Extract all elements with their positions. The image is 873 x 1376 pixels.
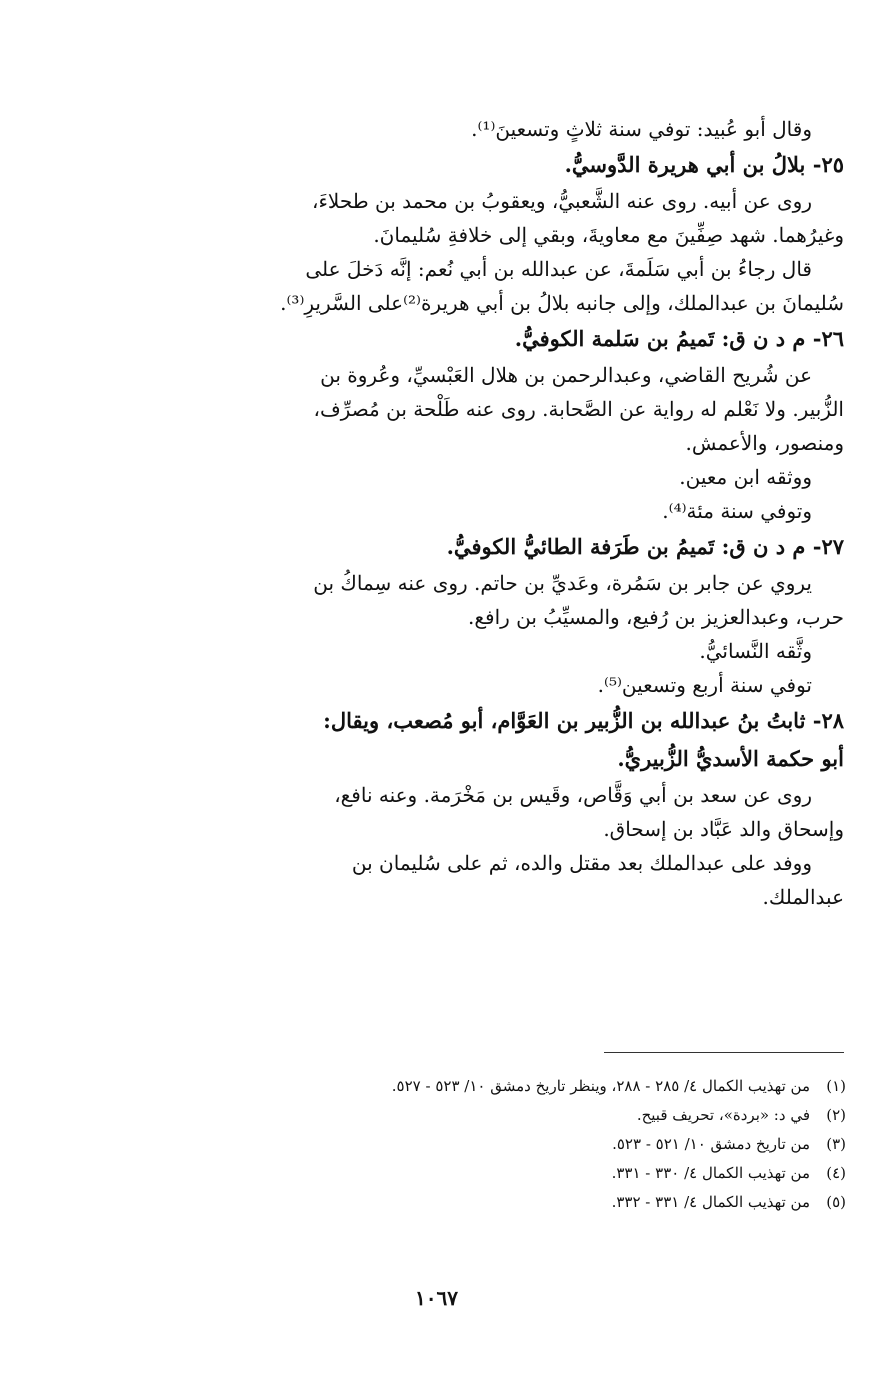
entry-heading: ٢٧- م د ن ق: تَميمُ بن طَرَفة الطائيُّ الكوفيُّ. — [446, 534, 844, 559]
main-text-column — [126, 112, 844, 914]
footnote — [200, 1159, 846, 1188]
footnote-separator — [604, 1052, 844, 1053]
text-line: وتوفي سنة مئة⁽⁴⁾. — [662, 499, 812, 523]
text-line: ووثقه ابن معين. — [679, 465, 812, 489]
footnote — [200, 1101, 846, 1130]
footnote-number: (٤) — [826, 1164, 846, 1182]
footnote-number: (٢) — [826, 1106, 846, 1124]
footnote — [200, 1188, 846, 1217]
entry-heading: ٢٦- م د ن ق: تَميمُ بن سَلمة الكوفيُّ. — [514, 326, 844, 351]
footnote — [200, 1072, 846, 1101]
text-line: قال رجاءُ بن أبي سَلَمةَ، عن عبدالله بن أبي نُعم: إنَّه دَخلَ على — [305, 257, 812, 281]
text-line: وقال أبو عُبيد: توفي سنة ثلاثٍ وتسعينَ⁽¹⁾. — [471, 117, 812, 141]
footnote-text: من تهذيب الكمال ٤/ ٣٣١ - ٣٣٢. — [611, 1193, 810, 1211]
page-number: ١٠٦٧ — [415, 1286, 458, 1310]
text-line: روى عن أبيه. روى عنه الشَّعبيُّ، ويعقوبُ بن محمد بن طحلاءَ، — [312, 189, 812, 213]
footnote-text: في د: «بردة»، تحريف قبيح. — [636, 1106, 810, 1124]
text-line: يروي عن جابر بن سَمُرة، وعَديِّ بن حاتم. روى عنه سِماكُ بن — [313, 571, 812, 595]
text-line: وإسحاق والد عَبَّاد بن إسحاق. — [603, 817, 844, 841]
text-line: حرب، وعبدالعزيز بن رُفيع، والمسيِّبُ بن رافع. — [468, 605, 844, 629]
footnote-text: من تاريخ دمشق ١٠/ ٥٢١ - ٥٢٣. — [612, 1135, 810, 1153]
text-line: وثَّقه النَّسائيُّ. — [699, 639, 812, 663]
text-line: الزُّبير. ولا نَعْلم له رواية عن الصَّحابة. روى عنه طَلْحة بن مُصرِّف، — [313, 397, 844, 421]
entry-heading: ٢٨- ثابتُ بنُ عبدالله بن الزُّبير بن العَوَّام، أبو مُصعب، ويقال: — [323, 708, 844, 733]
entry-heading: أبو حكمة الأسديُّ الزُّبيريُّ. — [617, 746, 844, 771]
footnote-number: (٥) — [826, 1193, 846, 1211]
text-line: ووفد على عبدالملك بعد مقتل والده، ثم على سُليمان بن — [351, 851, 812, 875]
entry-heading: ٢٥- بلالُ بن أبي هريرة الدَّوسيُّ. — [564, 152, 844, 177]
footnote-number: (٣) — [826, 1135, 846, 1153]
footnote-number: (١) — [826, 1077, 846, 1095]
text-line: ومنصور، والأعمش. — [685, 431, 844, 455]
footnote-text: من تهذيب الكمال ٤/ ٢٨٥ - ٢٨٨، وينظر تاريخ دمشق ١٠/ ٥٢٣ - ٥٢٧. — [391, 1077, 810, 1095]
text-line: وغيرُهما. شهد صِفِّينَ مع معاويةَ، وبقي إلى خلافةِ سُليمانَ. — [373, 223, 844, 247]
text-line: روى عن سعد بن أبي وَقَّاص، وقَيس بن مَخْرَمة. وعنه نافع، — [334, 783, 812, 807]
text-line: عبدالملك. — [762, 885, 844, 909]
footnote — [200, 1130, 846, 1159]
text-line: سُليمانَ بن عبدالملك، وإلى جانبه بلالُ بن أبي هريرة⁽²⁾على السَّريرِ⁽³⁾. — [280, 291, 844, 315]
footnotes-block — [200, 1072, 846, 1217]
text-line: عن شُريح القاضي، وعبدالرحمن بن هلال العَبْسيِّ، وعُروة بن — [320, 363, 812, 387]
text-line: توفي سنة أربع وتسعين⁽⁵⁾. — [597, 673, 812, 697]
footnote-text: من تهذيب الكمال ٤/ ٣٣٠ - ٣٣١. — [611, 1164, 810, 1182]
